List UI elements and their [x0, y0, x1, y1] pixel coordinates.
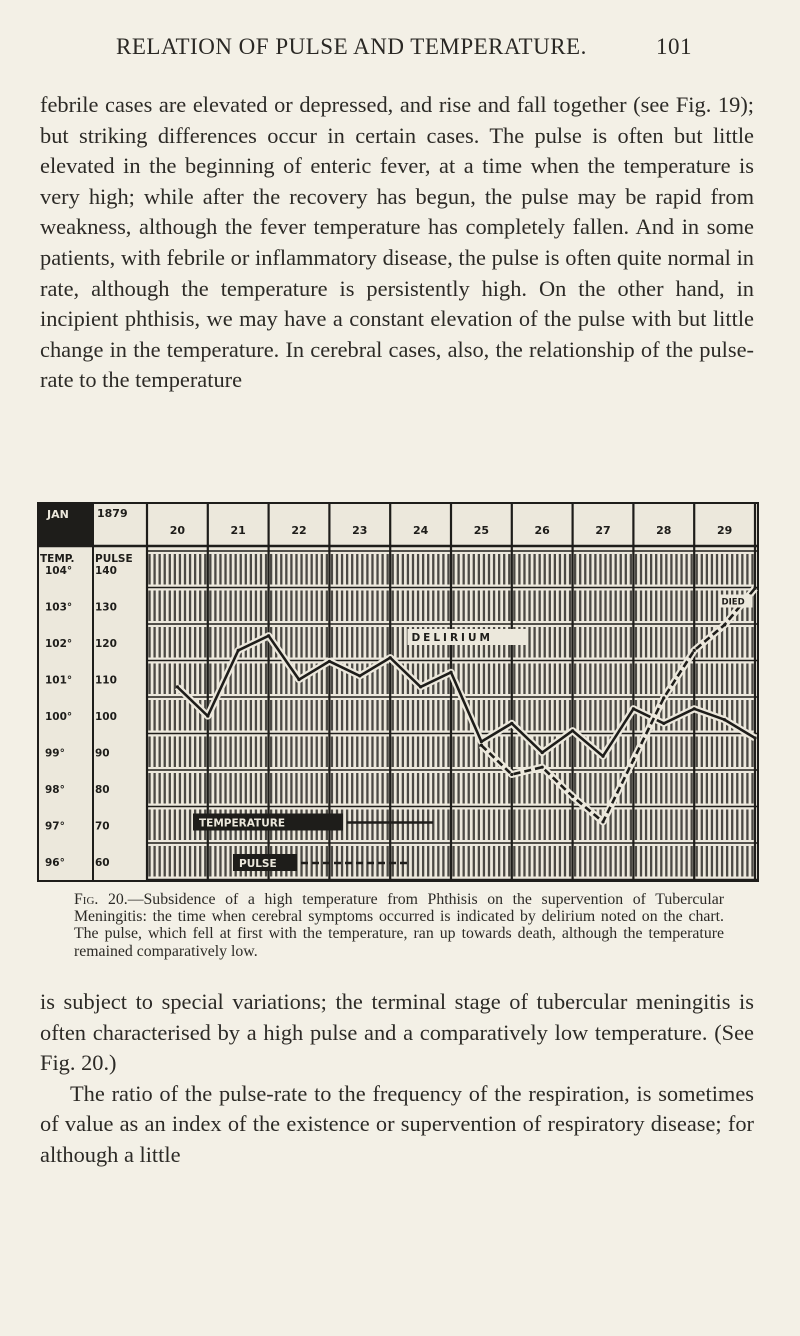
chart-day-label: 23: [352, 524, 368, 537]
chart-pulse-tick-label: 80: [95, 784, 110, 797]
paragraph-1-text: febrile cases are elevated or depressed, and rise and fall together (see Fig. 19); but striking differences occur in certain cases. The pulse is often but little elevated in the beginning of enteric fever, at a time when the temperature is very high; while after the recovery has begun, the pulse may be rapid from weakness, although the fever temperature has completely fallen. And in some patients, with febrile or inflammatory disease, the pulse is often quite normal in rate, although the temperature is persistently high. On the other hand, in incipient phthisis, we may have a constant elevation of the pulse with but little change in the temperature. In cerebral cases, also, the relationship of the pulse-rate to the temperature: [40, 92, 754, 393]
legend-pulse-label: PULSE: [239, 858, 277, 870]
annotation-died-label: DIED: [721, 597, 745, 608]
chart-temp-tick-label: 103°: [45, 601, 73, 614]
chart-pulse-tick-label: 120: [95, 638, 117, 651]
page-number: 101: [656, 34, 692, 59]
caption-label: Fig. 20.: [74, 891, 128, 908]
chart-data-point: [601, 820, 604, 823]
chart-pulse-tick-label: 70: [95, 820, 110, 833]
chart-pulse-tick-label: 140: [95, 565, 117, 578]
figure-caption: [74, 891, 724, 960]
chart-data-point: [632, 707, 635, 710]
chart-data-point: [693, 707, 696, 710]
chart-year-label: 1879: [97, 507, 128, 520]
chart-pulse-tick-label: 130: [95, 601, 117, 614]
chart-data-point: [693, 649, 696, 652]
chart-day-label: 20: [169, 524, 186, 537]
chart-day-label: 27: [595, 524, 611, 537]
paragraph-2: [40, 987, 754, 1171]
chart-data-point: [662, 722, 665, 725]
caption-text: —Subsidence of a high temperature from Phthisis on the supervention of Tubercular Meningitis: the time when cerebral symptoms occurred is indicated by delirium noted on the chart. The pulse, which fell at first with the temperature, ran up towards death, although the temperature remained comparatively low.: [74, 891, 724, 960]
chart-pulse-header: PULSE: [95, 553, 133, 565]
chart-pulse-tick-label: 60: [95, 857, 110, 870]
chart-day-label: 25: [473, 524, 490, 537]
chart-day-label: 29: [716, 524, 733, 537]
chart-data-point: [541, 766, 544, 769]
chart-pulse-tick-label: 110: [95, 674, 117, 687]
chart-temp-tick-label: 104°: [45, 565, 73, 578]
chart-data-point: [723, 623, 726, 626]
chart-data-point: [206, 714, 209, 717]
chart-data-point: [571, 729, 574, 732]
chart-data-point: [267, 634, 270, 637]
chart-data-point: [510, 773, 513, 776]
chart-data-point: [176, 685, 179, 688]
paragraph-1: [40, 90, 754, 396]
chart-temp-tick-label: 102°: [45, 638, 73, 651]
chart-data-point: [297, 678, 300, 681]
chart-pulse-tick-label: 100: [95, 711, 117, 724]
chart-data-point: [601, 755, 604, 758]
chart-data-point: [723, 718, 726, 721]
chart-data-point: [358, 674, 361, 677]
chart-day-label: 28: [656, 524, 672, 537]
chart-data-point: [449, 671, 452, 674]
running-title: RELATION OF PULSE AND TEMPERATURE.: [116, 34, 587, 59]
chart-data-point: [480, 744, 483, 747]
chart-temp-header: TEMP.: [40, 553, 75, 565]
chart-day-label: 26: [534, 524, 550, 537]
chart-data-point: [662, 696, 665, 699]
chart-temp-tick-label: 97°: [45, 820, 65, 833]
legend-temperature-label: TEMPERATURE: [199, 817, 285, 830]
paragraph-2a-text: is subject to special variations; the terminal stage of tubercular meningitis is often characterised by a high pulse and a comparatively low temperature. (See Fig. 20.): [40, 989, 754, 1076]
chart-month-label: JAN: [47, 508, 69, 521]
chart-header-band: [37, 502, 759, 546]
chart-temp-tick-label: 100°: [45, 711, 73, 724]
chart-data-point: [541, 751, 544, 754]
chart-data-point: [480, 740, 483, 743]
chart-data-point: [328, 660, 331, 663]
temperature-pulse-chart: [37, 502, 759, 882]
chart-temp-tick-label: 98°: [45, 784, 65, 797]
chart-day-label: 22: [291, 524, 307, 537]
paragraph-2b-text: The ratio of the pulse-rate to the frequency of the respiration, is sometimes of value as an index of the existence or supervention of respiratory disease; for although a little: [40, 1080, 754, 1167]
chart-temp-tick-label: 101°: [45, 674, 73, 687]
figure-20: [37, 502, 759, 882]
chart-data-point: [753, 587, 756, 590]
chart-day-label: 21: [230, 524, 246, 537]
chart-data-point: [419, 685, 422, 688]
chart-day-label: 24: [412, 524, 429, 537]
chart-data-point: [753, 736, 756, 739]
chart-temp-tick-label: 99°: [45, 747, 65, 760]
chart-data-point: [237, 649, 240, 652]
chart-temp-tick-label: 96°: [45, 857, 65, 870]
chart-data-point: [632, 758, 635, 761]
chart-data-point: [571, 795, 574, 798]
chart-data-point: [389, 656, 392, 659]
annotation-delirium-label: DELIRIUM: [411, 632, 493, 644]
chart-data-point: [510, 722, 513, 725]
chart-pulse-tick-label: 90: [95, 747, 110, 760]
